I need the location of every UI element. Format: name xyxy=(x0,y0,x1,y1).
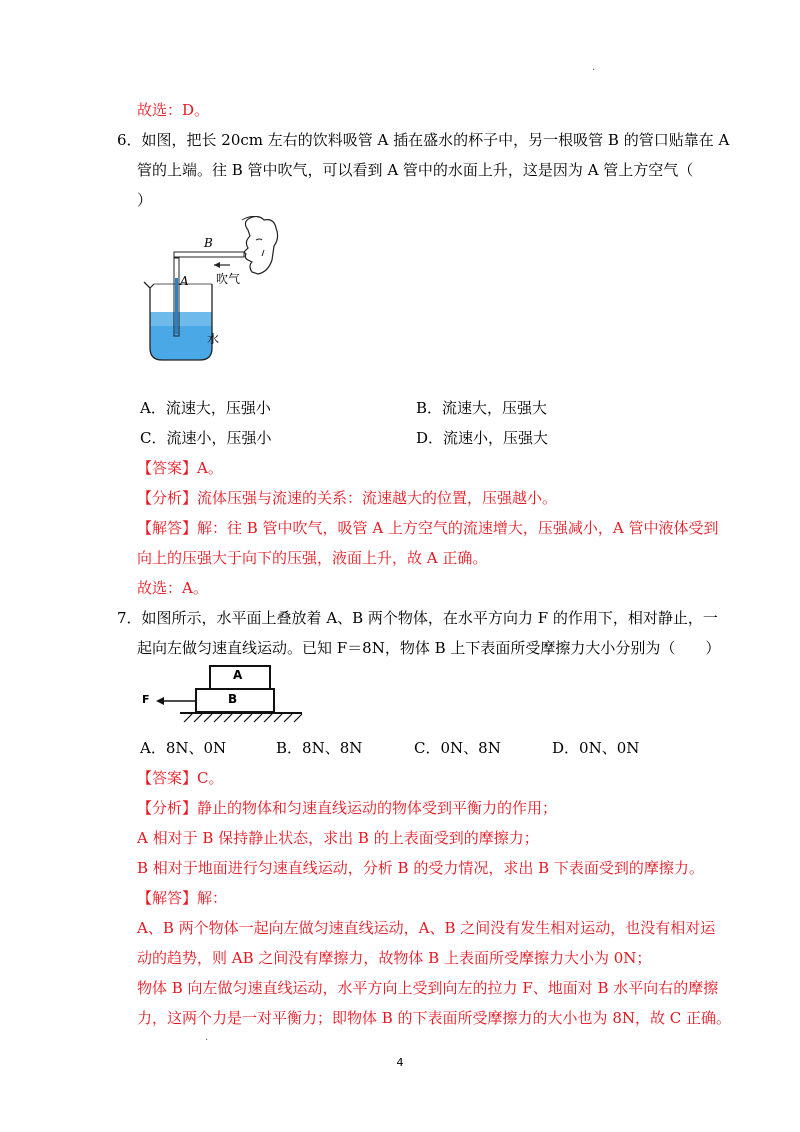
q7-option-c: C．0N、8N xyxy=(414,739,501,757)
q6-straw-beaker-figure xyxy=(140,216,300,372)
q5-choose-line: 故选：D。 xyxy=(137,101,210,119)
q7-solution-line-2: 动的趋势，则 AB 之间没有摩擦力，故物体 B 上表面所受摩擦力大小为 0N； xyxy=(137,949,652,967)
q7-solution-line-4: 力，这两个力是一对平衡力；即物体 B 的下表面所受摩擦力的大小也为 8N，故 C 正确。 xyxy=(137,1009,732,1027)
q7-solution-head: 【解答】解： xyxy=(137,889,228,907)
q6-figure-label-blow: 吹气 xyxy=(216,272,241,286)
q6-stem-line-1: 6．如图，把长 20cm 左右的饮料吸管 A 插在盛水的杯子中，另一根吸管 B 的管口贴靠在 A xyxy=(117,131,730,149)
q7-option-d: D．0N、0N xyxy=(552,739,640,757)
q7-stem-line-1: 7．如图所示，水平面上叠放着 A、B 两个物体，在水平方向力 F 的作用下，相对静止，一 xyxy=(117,609,718,627)
q6-figure-label-b: B xyxy=(204,236,213,250)
page-number: 4 xyxy=(396,1056,404,1069)
q6-figure-label-water: 水 xyxy=(207,332,220,346)
q6-option-d: D．流速小，压强大 xyxy=(416,429,549,447)
q6-solution-line-2: 向上的压强大于向下的压强，液面上升，故 A 正确。 xyxy=(137,549,488,567)
q7-analysis-line-1: 【分析】静止的物体和匀速直线运动的物体受到平衡力的作用； xyxy=(137,799,558,817)
q7-option-a: A．8N、0N xyxy=(140,739,227,757)
q7-figure-label-a: A xyxy=(233,668,243,682)
q7-analysis-line-3: B 相对于地面进行匀速直线运动，分析 B 的受力情况，求出 B 下表面受到的摩擦力。 xyxy=(137,859,704,877)
q6-stem-line-2: 管的上端。往 B 管中吹气，可以看到 A 管中的水面上升，这是因为 A 管上方空气（ xyxy=(137,161,694,179)
q6-solution-line-1: 【解答】解：往 B 管中吹气，吸管 A 上方空气的流速增大，压强减小，A 管中液体受到 xyxy=(137,519,719,537)
q6-stem-line-3: ） xyxy=(137,191,153,209)
q7-option-b: B．8N、8N xyxy=(276,739,363,757)
q6-option-b: B．流速大，压强大 xyxy=(416,399,548,417)
q6-option-a: A．流速大，压强小 xyxy=(140,399,271,417)
q6-figure-label-a: A xyxy=(180,274,189,288)
q7-solution-line-1: A、B 两个物体一起向左做匀速直线运动，A、B 之间没有发生相对运动，也没有相对运 xyxy=(137,919,716,937)
q6-option-c: C．流速小，压强小 xyxy=(140,429,272,447)
q7-figure-label-b: B xyxy=(228,692,238,706)
q7-analysis-line-2: A 相对于 B 保持静止状态，求出 B 的上表面受到的摩擦力； xyxy=(137,829,539,847)
corner-dot: . xyxy=(592,62,596,73)
q7-figure-label-f: F xyxy=(142,693,150,706)
q6-analysis: 【分析】流体压强与流速的关系：流速越大的位置，压强越小。 xyxy=(137,489,558,507)
q6-choose: 故选：A。 xyxy=(137,579,208,597)
footer-dot: . xyxy=(205,1032,209,1043)
q7-answer: 【答案】C。 xyxy=(137,769,224,787)
q7-blocks-figure xyxy=(140,662,308,724)
q7-stem-line-2: 起向左做匀速直线运动。已知 F＝8N，物体 B 上下表面所受摩擦力大小分别为（ ） xyxy=(137,639,721,657)
q7-solution-line-3: 物体 B 向左做匀速直线运动，水平方向上受到向左的拉力 F、地面对 B 水平向右的摩擦 xyxy=(137,979,719,997)
q6-answer: 【答案】A。 xyxy=(137,459,223,477)
